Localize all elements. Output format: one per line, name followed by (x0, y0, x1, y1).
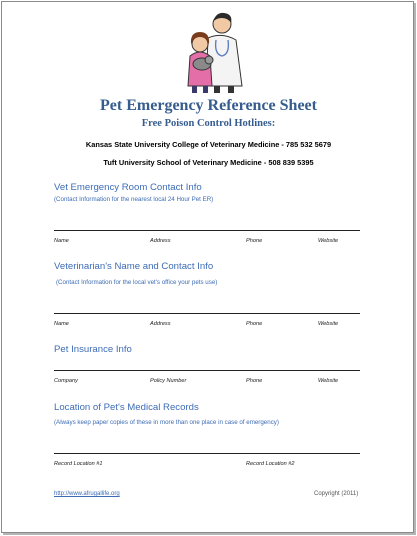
records-note: (Always keep paper copies of these in more than one place in case of emergency) (54, 419, 279, 426)
page-title: Pet Emergency Reference Sheet (100, 97, 317, 114)
vet-er-field-phone: Phone (246, 238, 263, 244)
hotline-tuft: Tuft University School of Veterinary Medicine - 508 839 5395 (103, 158, 314, 167)
veterinarian-field-phone: Phone (246, 321, 263, 327)
vet-er-note: (Contact Information for the nearest local 24 Hour Pet ER) (54, 196, 214, 203)
veterinarian-field-name: Name (54, 321, 69, 327)
records-heading: Location of Pet's Medical Records (54, 402, 199, 413)
insurance-field-company: Company (54, 378, 78, 384)
veterinarian-line (54, 313, 360, 314)
veterinarian-heading: Veterinarian's Name and Contact Info (54, 261, 214, 272)
veterinarian-field-website: Website (318, 321, 339, 327)
vet-er-line (54, 230, 360, 231)
vet-er-field-name: Name (54, 238, 69, 244)
hotline-kansas-state: Kansas State University College of Veterinary Medicine - 785 532 5679 (85, 140, 332, 149)
records-field-location-1: Record Location #1 (54, 461, 103, 467)
vet-er-heading: Vet Emergency Room Contact Info (54, 182, 202, 193)
vet-er-field-website: Website (318, 238, 339, 244)
document-page (1, 1, 414, 533)
footer-copyright: Copyright (2011) (314, 491, 359, 497)
insurance-line (54, 370, 360, 371)
page-subtitle: Free Poison Control Hotlines: (141, 118, 276, 129)
footer-website-link[interactable]: http://www.afrugallife.org (54, 491, 120, 497)
veterinarian-field-address: Address (150, 321, 171, 327)
records-field-location-2: Record Location #2 (246, 461, 295, 467)
insurance-field-policy-number: Policy Number (150, 378, 187, 384)
records-line (54, 453, 360, 454)
veterinarian-note: (Contact Information for the local vet's office your pets use) (56, 279, 218, 286)
insurance-field-website: Website (318, 378, 339, 384)
vet-er-field-address: Address (150, 238, 171, 244)
veterinarian-with-child-and-pet-icon (178, 10, 250, 94)
insurance-field-phone: Phone (246, 378, 263, 384)
insurance-heading: Pet Insurance Info (54, 344, 132, 355)
